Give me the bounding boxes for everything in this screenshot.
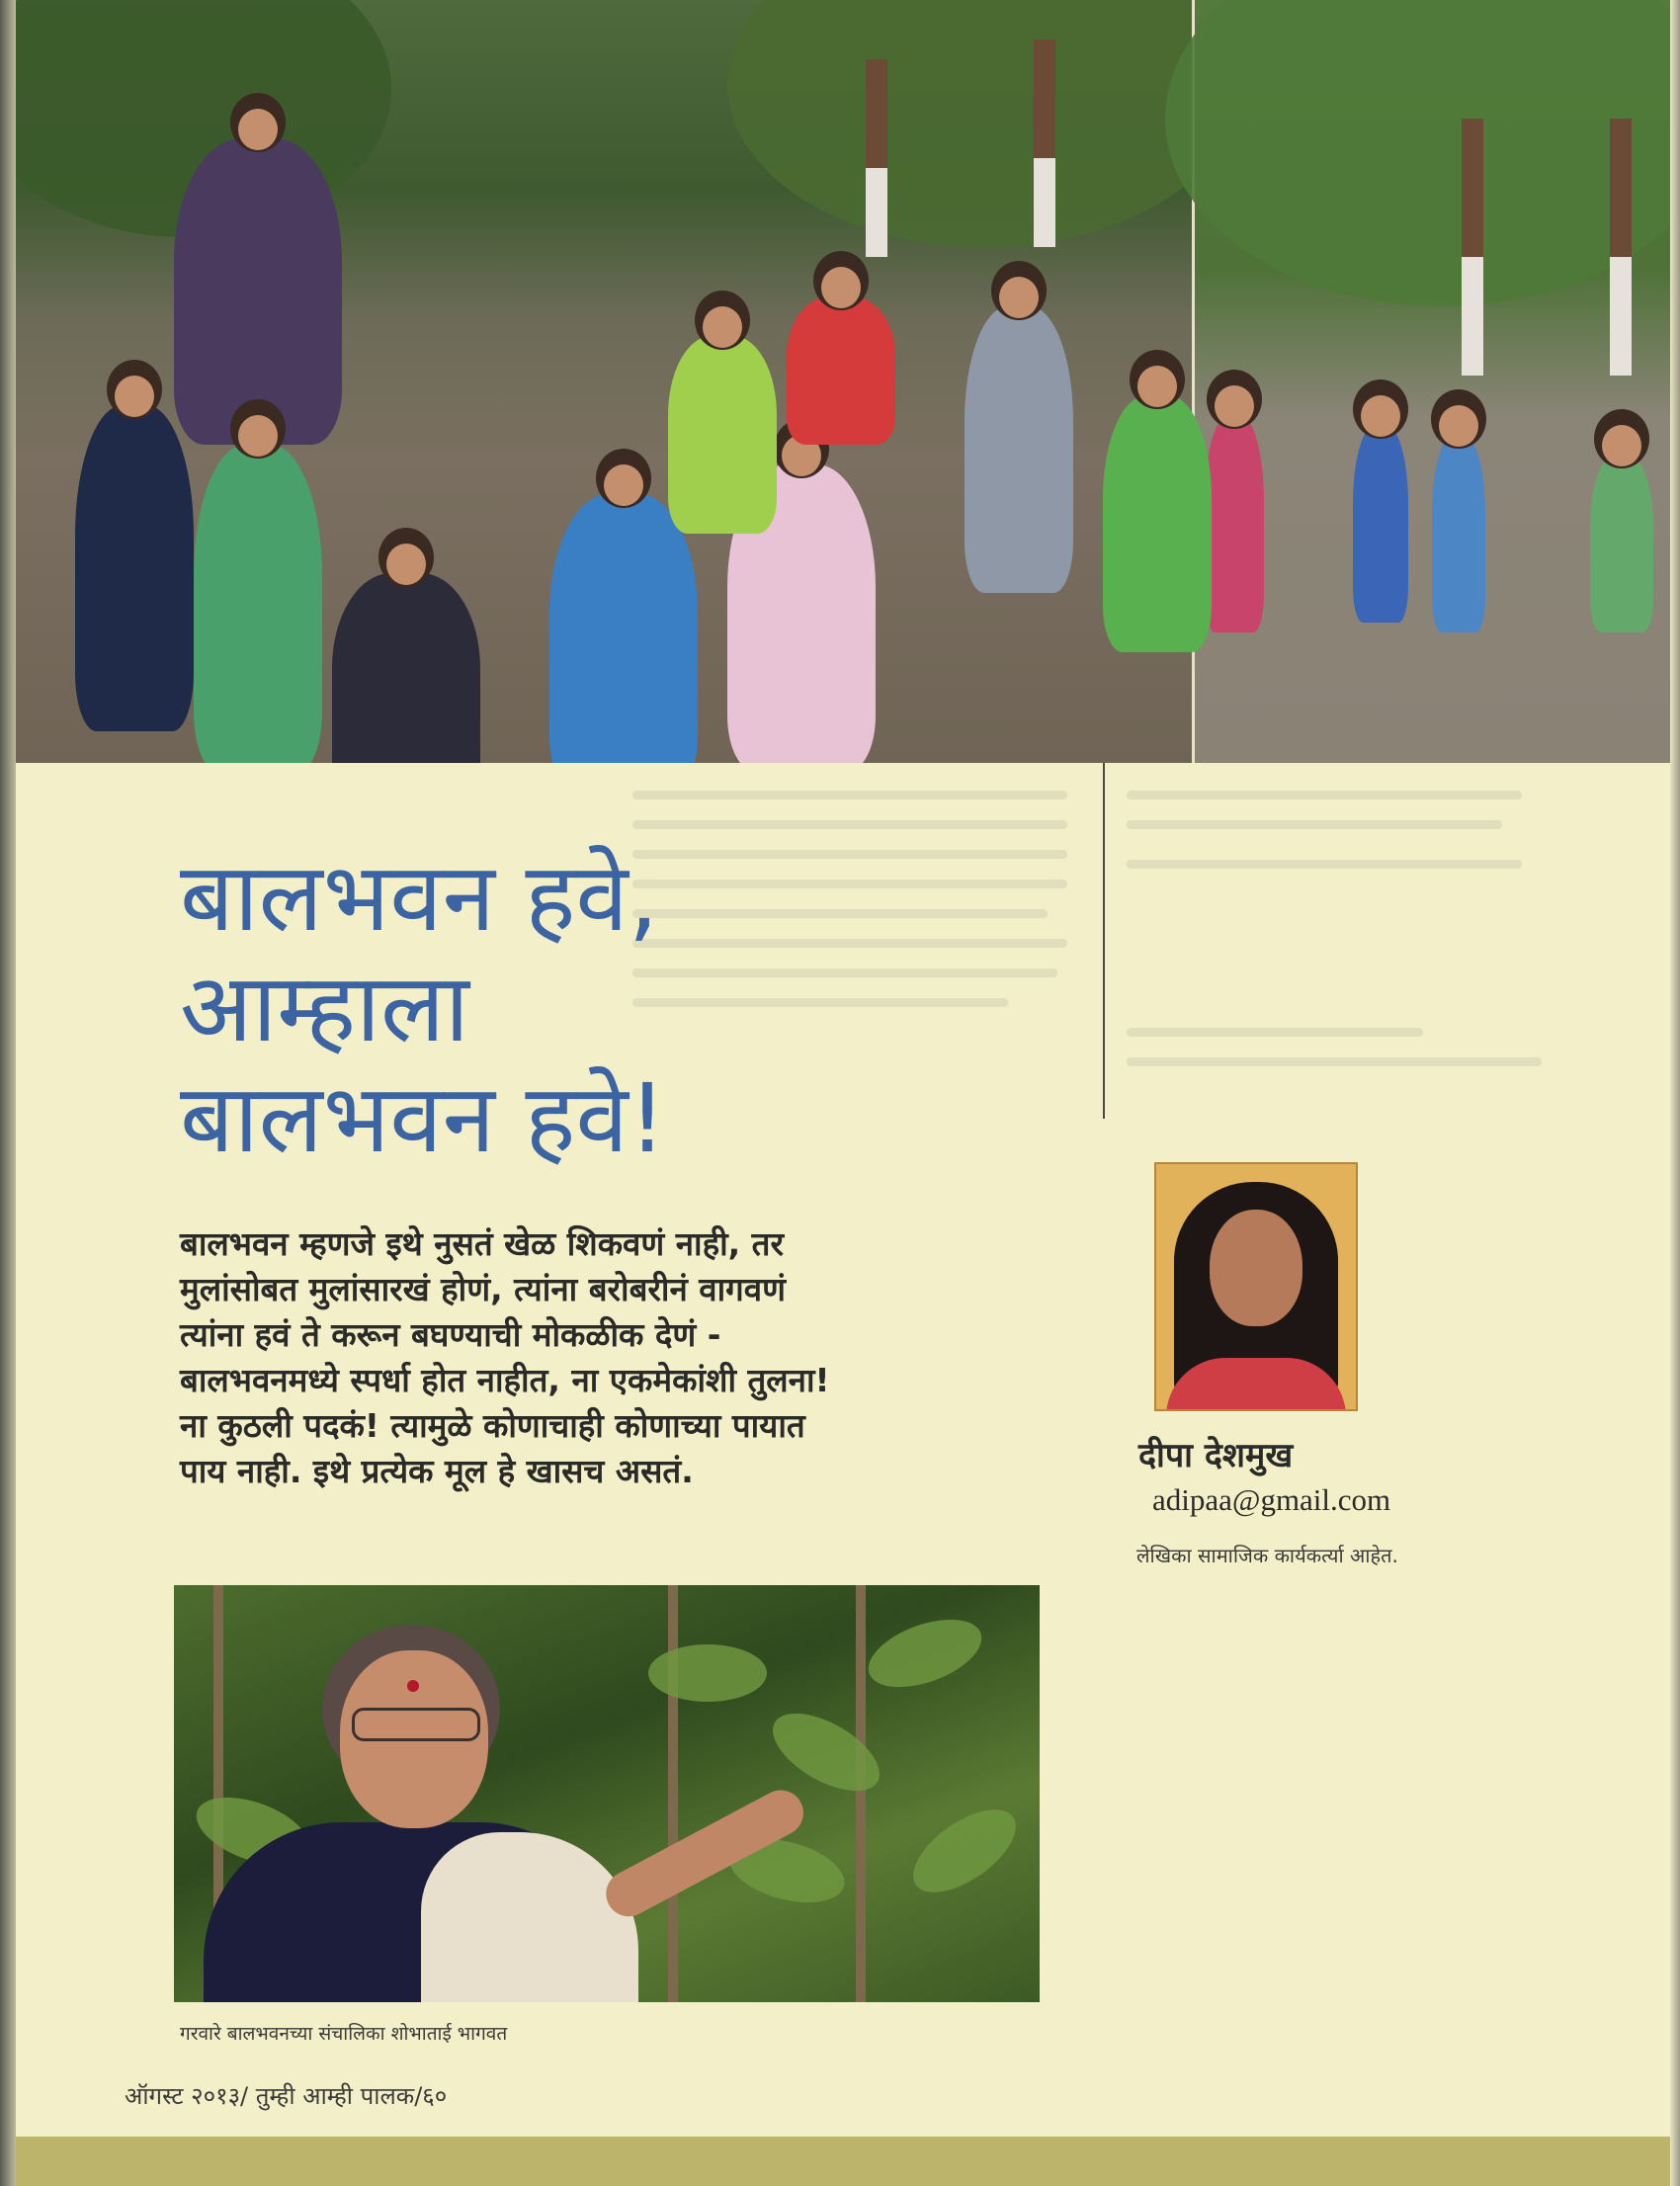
lead-line: मुलांसोबत मुलांसारखं होणं, त्यांना बरोबरीनं वागवणं	[180, 1270, 786, 1308]
lead-line: बालभवनमध्ये स्पर्धा होत नाहीत, ना एकमेकांशी तुलना!	[180, 1361, 830, 1399]
page-edge-shadow	[1670, 0, 1680, 2186]
child-figure	[787, 296, 895, 445]
tree-foliage	[727, 0, 1241, 247]
lead-paragraph	[180, 1221, 1069, 1494]
show-through-text	[632, 998, 1008, 1007]
article-headline	[180, 842, 666, 1174]
show-through-text	[632, 820, 1067, 829]
tree-trunk	[866, 59, 887, 257]
column-rule	[1103, 763, 1105, 1119]
show-through-text	[632, 939, 1067, 948]
tree-foliage	[1165, 0, 1670, 306]
show-through-text	[632, 850, 1067, 859]
child-figure	[1432, 435, 1485, 632]
lead-line: पाय नाही. इथे प्रत्येक मूल हे खासच असतं.	[180, 1452, 694, 1490]
bindi	[407, 1680, 419, 1692]
tree-trunk	[1610, 119, 1632, 376]
child-figure	[194, 445, 322, 763]
show-through-text	[1127, 1057, 1542, 1066]
show-through-text	[632, 968, 1057, 977]
tree-trunk	[1462, 119, 1483, 376]
author-email: adipaa@gmail.com	[1152, 1482, 1391, 1517]
child-figure	[549, 494, 698, 763]
child-figure	[965, 306, 1073, 593]
headline-line: बालभवन हवे,	[180, 842, 659, 953]
show-through-text	[1127, 1028, 1423, 1037]
show-through-text	[632, 880, 1067, 888]
page-binding-shadow	[0, 0, 16, 2186]
leaf	[899, 1794, 1030, 1908]
show-through-text	[1127, 820, 1502, 829]
author-name: दीपा देशमुख	[1138, 1436, 1294, 1475]
page-footer: ऑगस्ट २०१३/ तुम्ही आम्ही पालक/६०	[125, 2082, 448, 2110]
leaf	[648, 1644, 767, 1702]
child-figure	[1590, 455, 1653, 632]
headline-line: बालभवन हवे!	[180, 1063, 667, 1174]
author-note: लेखिका सामाजिक कार्यकर्त्या आहेत.	[1136, 1544, 1398, 1567]
bottom-color-band	[16, 2137, 1670, 2186]
children-running-inset-photo	[1192, 0, 1670, 763]
lead-line: त्यांना हवं ते करून बघण्याची मोकळीक देणं -	[180, 1315, 721, 1354]
show-through-text	[632, 909, 1048, 918]
leaf	[860, 1606, 991, 1701]
child-figure	[1353, 425, 1408, 623]
children-playing-photo	[16, 0, 1670, 763]
child-figure	[668, 336, 777, 534]
lead-line: बालभवन म्हणजे इथे नुसतं खेळ शिकवणं नाही, तर	[180, 1224, 784, 1263]
author-portrait	[1154, 1162, 1358, 1411]
child-figure	[1103, 395, 1212, 652]
child-figure	[75, 405, 194, 731]
child-figure	[1205, 415, 1264, 632]
glasses	[352, 1708, 480, 1741]
tree-stem	[856, 1585, 866, 2002]
show-through-text	[632, 791, 1067, 799]
lead-line: ना कुठली पदकं! त्यामुळे कोणाचाही कोणाच्या पायात	[180, 1406, 805, 1445]
sari-drape	[421, 1832, 638, 2002]
show-through-text	[1127, 791, 1522, 799]
headline-line: आम्हाला	[180, 953, 469, 1063]
show-through-text	[1127, 860, 1522, 869]
photo-caption: गरवारे बालभवनच्या संचालिका शोभाताई भागवत	[180, 2023, 508, 2045]
child-figure	[332, 573, 480, 763]
director-portrait-photo	[174, 1585, 1040, 2002]
tree-trunk	[1034, 40, 1055, 247]
